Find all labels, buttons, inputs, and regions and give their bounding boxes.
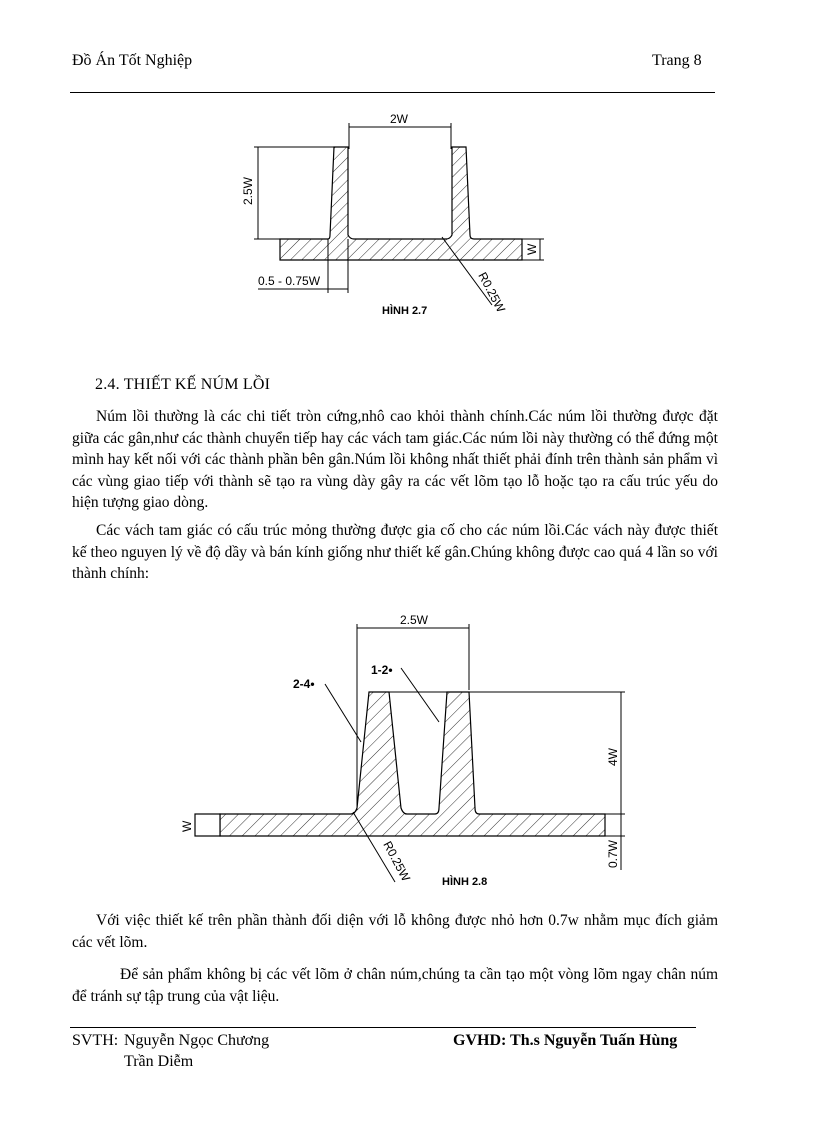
figure-2-7 (230, 105, 550, 325)
dim-base: 0.5 - 0.75W (258, 274, 321, 288)
dim-2-5w: 2.5W (241, 176, 255, 205)
section-title: 2.4. THIẾT KẾ NÚM LỒI (95, 376, 271, 393)
dim-w-left: W (180, 820, 194, 832)
paragraph-4: Để sản phẩm không bị các vết lõm ở chân núm,chúng ta cần tạo một vòng lõm ngay chân núm để tránh sự tập trung của vật liệu. (72, 966, 718, 1005)
svth-label: SVTH: (72, 1032, 119, 1049)
rib-profile (280, 147, 522, 260)
figure-2-8-caption: HÌNH 2.8 (442, 876, 488, 888)
dim-0-7w: 0.7W (606, 839, 620, 868)
figure-2-7-caption: HÌNH 2.7 (382, 305, 428, 317)
dim-w: W (525, 243, 539, 255)
boss-profile (220, 692, 605, 836)
paragraph-1: Núm lồi thường là các chi tiết tròn cứng,nhô cao khỏi thành chính.Các núm lồi thường được đặt giữa các gân,như các thành chuyển tiếp hay các vách tam giác.Các núm lồi này thường có thể đứng một mình hay kết nối với các thành phần bên gân.Núm lồi không nhất thiết phải đính trên thành sản phẩm vì các vùng giao tiếp với thành sẽ tạo ra vùng dày gây ra các vết lõm tạo lỗ hoặc tạo ra cấu trúc yếu do hiện tượng giao dòng. (72, 408, 718, 511)
footer-rule (70, 1027, 696, 1028)
dim-4w: 4W (606, 748, 620, 766)
paragraph-2: Các vách tam giác có cấu trúc mỏng thường được gia cố cho các núm lồi.Các vách này được thiết kế theo nguyen lý về độ dầy và bán kính giống như thiết kế gân.Chúng không được cao quá 4 lần so với thành chính: (72, 522, 718, 582)
dim-radius-2: R0.25W (380, 838, 414, 884)
student-2: Trần Diễm (124, 1053, 194, 1070)
figure-2-8 (175, 610, 635, 895)
paragraph-3: Với việc thiết kế trên phần thành đối diện với lỗ không được nhỏ hơn 0.7w nhằm mục đích giảm các vết lõm. (72, 912, 718, 951)
label-outer: 2-4• (293, 677, 315, 691)
dim-2w: 2W (390, 112, 408, 126)
student-1: Nguyễn Ngọc Chương (124, 1032, 270, 1049)
header-title: Đồ Án Tốt Nghiệp (72, 52, 193, 69)
label-inner: 1-2• (371, 663, 393, 677)
header-rule (70, 92, 715, 93)
dim-radius: R0.25W (475, 269, 509, 315)
advisor: GVHD: Th.s Nguyễn Tuấn Hùng (453, 1032, 678, 1049)
page-number: Trang 8 (652, 52, 702, 69)
dim-2-5w-top: 2.5W (400, 613, 429, 627)
